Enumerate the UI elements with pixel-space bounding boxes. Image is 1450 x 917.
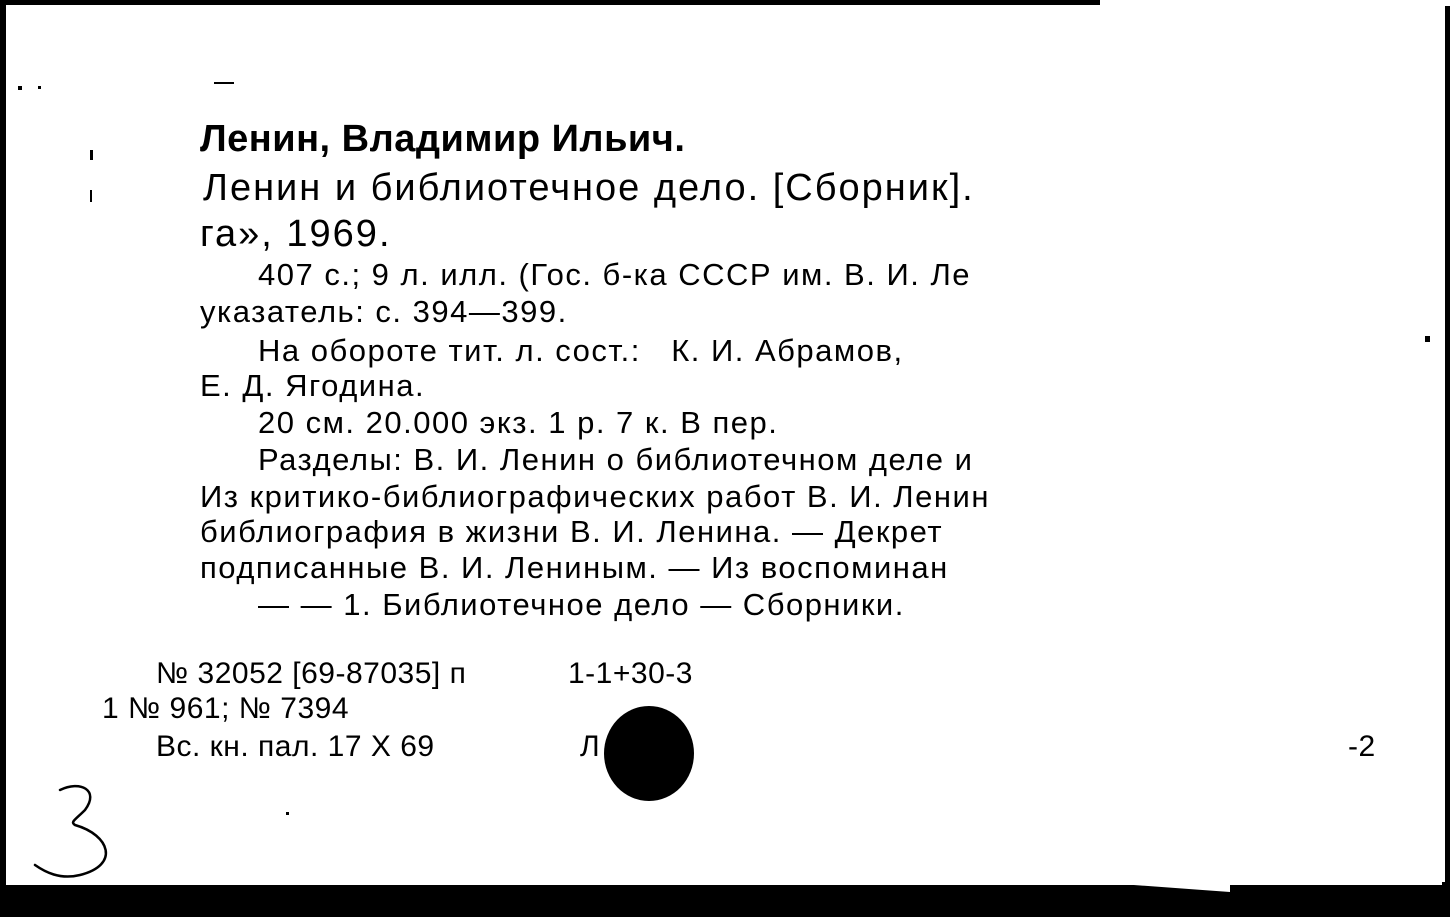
- author-heading: Ленин, Владимир Ильич.: [200, 118, 686, 160]
- compilers-line: На обороте тит. л. сост.: К. И. Абрамов,: [258, 333, 904, 368]
- punch-hole: [604, 706, 694, 801]
- scan-speck: [38, 86, 41, 89]
- format-price-line: 20 см. 20.000 экз. 1 р. 7 к. В пер.: [258, 405, 779, 440]
- order-number: № 32052 [69-87035] п: [156, 657, 467, 690]
- contents-line: Разделы: В. И. Ленин о библиотечном деле и: [258, 442, 974, 477]
- handwritten-number: [30, 780, 120, 890]
- card-edge: [1100, 0, 1450, 6]
- stamp-letter: Л: [580, 730, 601, 763]
- scan-speck: [286, 812, 289, 815]
- classification-code: 1-1+30-3: [568, 657, 693, 690]
- scan-speck: [1425, 336, 1430, 342]
- book-chamber-line: Вс. кн. пал. 17 X 69: [156, 730, 435, 763]
- publisher-line: га», 1969.: [200, 213, 392, 255]
- title-line: Ленин и библиотечное дело. [Сборник].: [203, 167, 975, 209]
- subject-heading-line: — — 1. Библиотечное дело — Сборники.: [258, 587, 905, 622]
- card-edge: [900, 880, 1230, 892]
- scan-speck: [90, 150, 93, 160]
- scan-speck: [18, 86, 22, 90]
- scan-speck: [214, 82, 234, 84]
- card-edge: [1435, 2, 1445, 882]
- registration-numbers: 1 № 961; № 7394: [102, 692, 350, 725]
- index-note-line: указатель: с. 394—399.: [200, 294, 568, 329]
- collation-line: 407 с.; 9 л. илл. (Гос. б-ка СССР им. В. И. Ле: [258, 257, 972, 292]
- contents-line: библиография в жизни В. И. Ленина. — Декрет: [200, 514, 944, 549]
- contents-line: подписанные В. И. Лениным. — Из воспоминан: [200, 550, 949, 585]
- scan-speck: [90, 190, 92, 202]
- contents-line: Из критико-библиографических работ В. И. Ленин: [200, 479, 990, 514]
- right-margin-mark: -2: [1348, 730, 1376, 763]
- compilers-names-line: Е. Д. Ягодина.: [200, 368, 426, 403]
